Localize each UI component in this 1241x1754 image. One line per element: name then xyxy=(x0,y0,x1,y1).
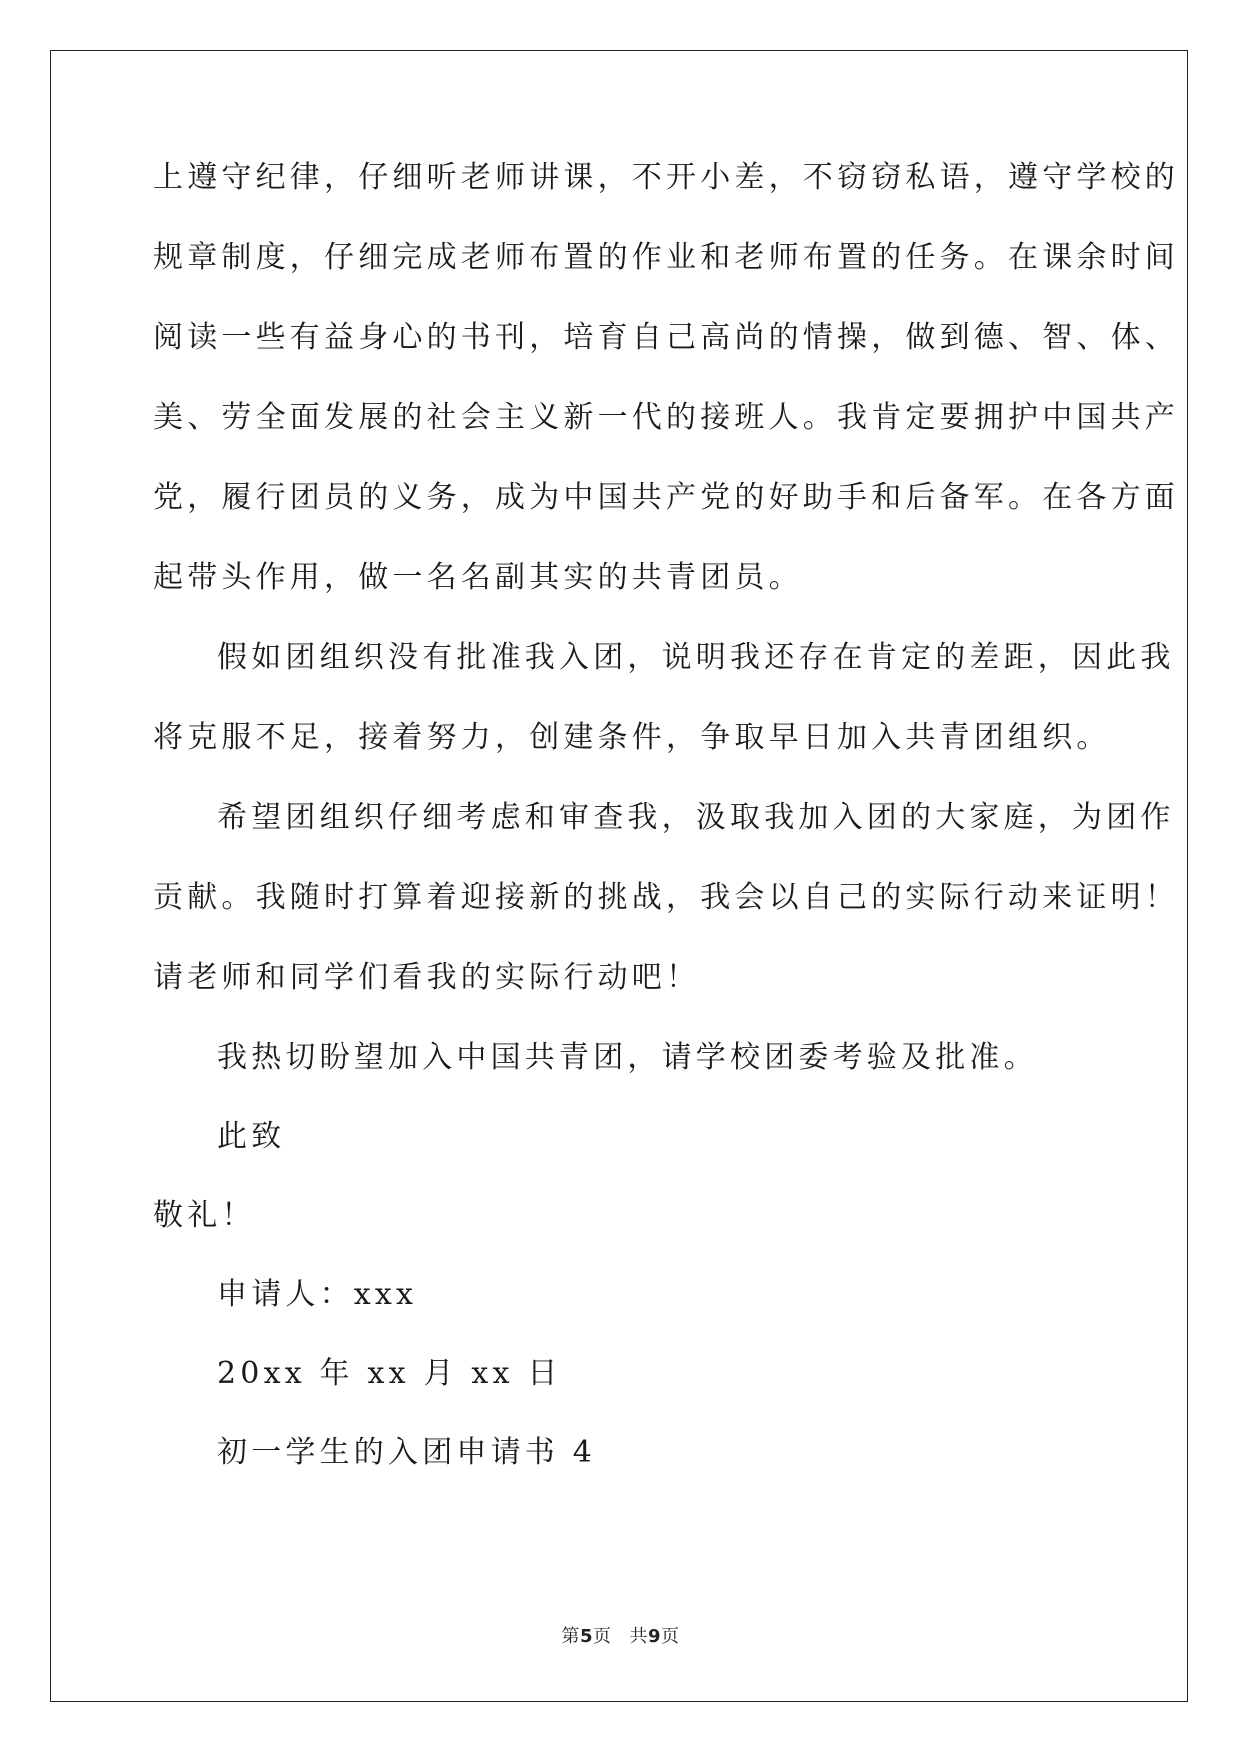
text-line-6: 起带头作用，做一名名副其实的共青团员。 xyxy=(153,560,803,595)
document-body xyxy=(153,155,1179,1509)
salutation-line: 此致 xyxy=(217,1119,286,1154)
text-line-11: 请老师和同学们看我的实际行动吧！ xyxy=(153,960,701,995)
text-line-7: 假如团组织没有批准我入团，说明我还存在肯定的差距，因此我 xyxy=(217,640,1175,675)
text-line-8: 将克服不足，接着努力，创建条件，争取早日加入共青团组织。 xyxy=(153,720,1111,755)
total-prefix: 共 xyxy=(629,1626,648,1647)
text-line-10: 贡献。我随时打算着迎接新的挑战，我会以自己的实际行动来证明！ xyxy=(153,880,1179,915)
total-suffix: 页 xyxy=(661,1626,680,1647)
total-page-number: 9 xyxy=(648,1626,662,1647)
text-line-1: 上遵守纪律，仔细听老师讲课，不开小差，不窃窃私语，遵守学校的 xyxy=(153,160,1179,195)
closing-line: 敬礼！ xyxy=(153,1198,256,1233)
text-line-9: 希望团组织仔细考虑和审查我，汲取我加入团的大家庭，为团作 xyxy=(217,800,1175,835)
current-page-number: 5 xyxy=(579,1626,593,1647)
text-line-3: 阅读一些有益身心的书刊，培育自己高尚的情操，做到德、智、体、 xyxy=(153,320,1179,355)
text-line-12: 我热切盼望加入中国共青团，请学校团委考验及批准。 xyxy=(217,1040,1038,1075)
text-line-4: 美、劳全面发展的社会主义新一代的接班人。我肯定要拥护中国共产 xyxy=(153,400,1179,435)
text-line-2: 规章制度，仔细完成老师布置的作业和老师布置的任务。在课余时间 xyxy=(153,240,1179,275)
page-prefix: 第 xyxy=(561,1626,580,1647)
page-footer xyxy=(0,1622,1241,1648)
text-line-5: 党，履行团员的义务，成为中国共产党的好助手和后备军。在各方面 xyxy=(153,480,1179,515)
section-title: 初一学生的入团申请书 4 xyxy=(217,1435,597,1470)
page-suffix: 页 xyxy=(593,1626,612,1647)
applicant-line: 申请人：xxx xyxy=(217,1277,418,1312)
date-line: 20xx 年 xx 月 xx 日 xyxy=(217,1356,562,1391)
